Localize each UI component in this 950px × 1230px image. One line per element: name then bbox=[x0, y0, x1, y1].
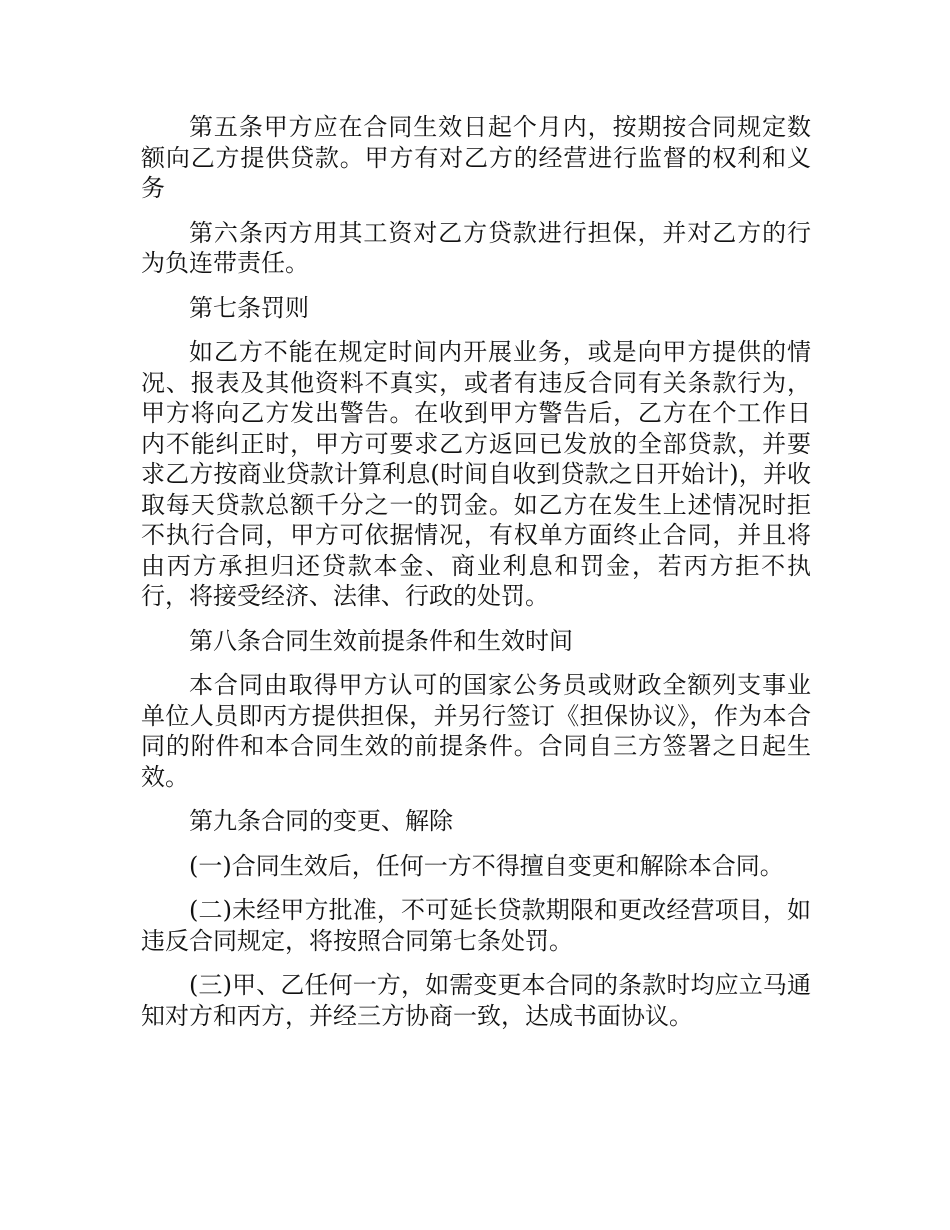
article-9-clause-1: (一)合同生效后，任何一方不得擅自变更和解除本合同。 bbox=[189, 851, 784, 880]
document-page bbox=[141, 112, 811, 1045]
article-6-paragraph: 第六条丙方用其工资对乙方贷款进行担保，并对乙方的行为负连带责任。 bbox=[141, 218, 811, 277]
article-5-paragraph: 第五条甲方应在合同生效日起个月内，按期按合同规定数额向乙方提供贷款。甲方有对乙方的经营进行监督的权利和义务 bbox=[141, 113, 811, 202]
article-7-heading: 第七条罚则 bbox=[189, 293, 309, 322]
article-9-clause-2: (二)未经甲方批准，不可延长贷款期限和更改经营项目，如违反合同规定，将按照合同第七条处罚。 bbox=[141, 896, 811, 955]
article-7-penalty-paragraph: 如乙方不能在规定时间内开展业务，或是向甲方提供的情况、报表及其他资料不真实，或者有违反合同有关条款行为，甲方将向乙方发出警告。在收到甲方警告后，乙方在个工作日内不能纠正时，甲方可要求乙方返回已发放的全部贷款，并要求乙方按商业贷款计算利息(时间自收到贷款之日开始计)，并收取每天贷款总额千分之一的罚金。如乙方在发生上述情况时拒不执行合同，甲方可依据情况，有权单方面终止合同，并且将由丙方承担归还贷款本金、商业利息和罚金，若丙方拒不执行，将接受经济、法律、行政的处罚。 bbox=[141, 338, 811, 610]
article-9-heading: 第九条合同的变更、解除 bbox=[189, 807, 453, 835]
article-8-paragraph: 本合同由取得甲方认可的国家公务员或财政全额列支事业单位人员即丙方提供担保，并另行签订《担保协议》，作为本合同的附件和本合同生效的前提条件。合同自三方签署之日起生效。 bbox=[141, 671, 811, 791]
article-9-clause-3: (三)甲、乙任何一方，如需变更本合同的条款时均应立马通知对方和丙方，并经三方协商一致，达成书面协议。 bbox=[141, 971, 811, 1030]
article-8-heading: 第八条合同生效前提条件和生效时间 bbox=[189, 626, 573, 655]
